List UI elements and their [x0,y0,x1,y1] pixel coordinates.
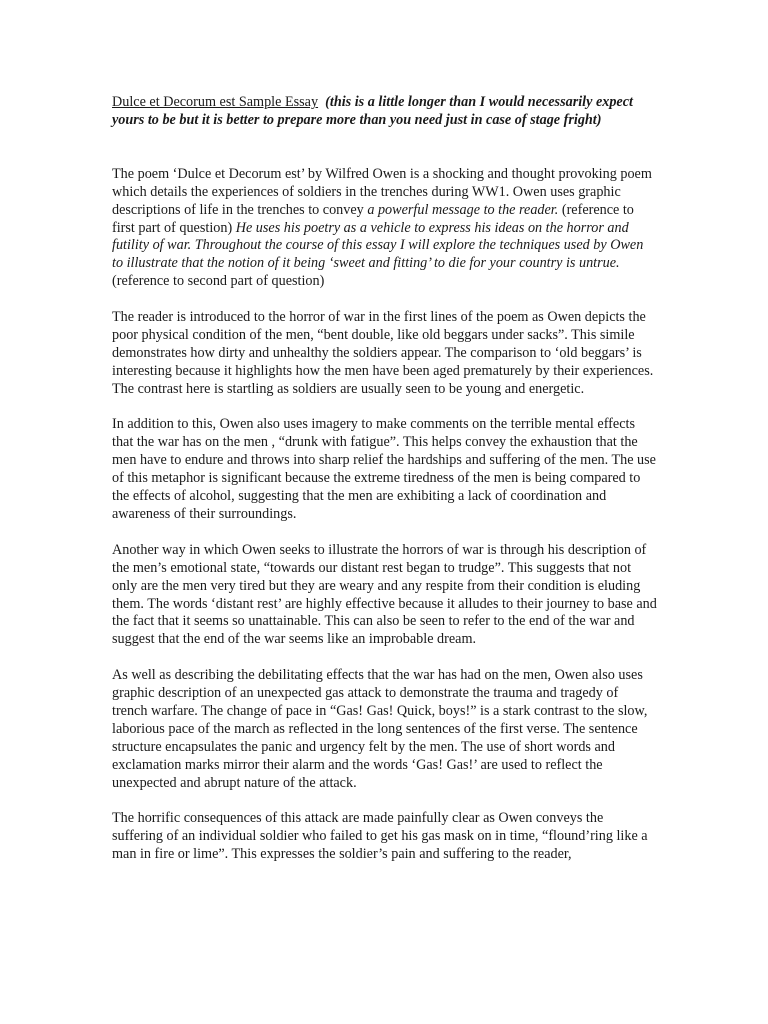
paragraph-1 [112,166,657,291]
paragraph-text: The horrific consequences of this attack are made painfully clear as Owen conveys the suffering of an individual soldier who failed to get his gas mask on in time, “flound’ring like a man in fire or lime”. This expresses the soldier’s pain and suffering to the reader, [112,810,648,863]
paragraph-italic-text: a powerful message to the reader. [367,201,559,218]
paragraph-italic-text: He uses his poetry as a vehicle to express his ideas on the horror and futility of war. Throughout the course of this essay I will explore the techniques used by Owen to illustrate that the notion of it being ‘sweet and fitting’ to die for your country is untrue. [112,219,644,272]
paragraph-5 [112,667,657,792]
essay-content [112,94,657,882]
paragraph-3 [112,416,657,523]
essay-heading [112,94,657,130]
paragraph-6 [112,810,657,864]
essay-title: Dulce et Decorum est Sample Essay [112,94,319,110]
paragraph-text: (reference to second part of question) [112,273,325,290]
paragraph-4 [112,542,657,649]
paragraph-text: (reference to first part of question) [112,201,634,236]
paragraph-text: In addition to this, Owen also uses imagery to make comments on the terrible mental effects that the war has on the men , “drunk with fatigue”. This helps convey the exhaustion that the men have to endure and throws into sharp relief the hardships and suffering of the men. The use of this metaphor is significant because the extreme tiredness of the men is being compared to the effects of alcohol, suggesting that the men are exhibiting a lack of coordination and awareness of their surroundings. [112,416,656,522]
paragraph-text: Another way in which Owen seeks to illustrate the horrors of war is through his description of the men’s emotional state, “towards our distant rest began to trudge”. This suggests that not only are the men very tired but they are weary and any respite from their condition is eluding them. The words ‘distant rest’ are highly effective because it alludes to their journey to base and the fact that it seems so unattainable. This can also be seen to refer to the end of the war and suggest that the end of the war seems like an improbable dream. [112,541,657,648]
essay-title-note: (this is a little longer than I would necessarily expect yours to be but it is better to prepare more than you need just in case of stage fright) [112,94,633,128]
paragraph-2 [112,309,657,399]
paragraph-text: The reader is introduced to the horror of war in the first lines of the poem as Owen depicts the poor physical condition of the men, “bent double, like old beggars under sacks”. This simile demonstrates how dirty and unhealthy the soldiers appear. The comparison to ‘old beggars’ is interesting because it highlights how the men have been aged prematurely by their experiences. The contrast here is startling as soldiers are usually seen to be young and energetic. [112,309,654,397]
paragraph-text: As well as describing the debilitating effects that the war has had on the men, Owen also uses graphic description of an unexpected gas attack to demonstrate the trauma and tragedy of trench warfare. The change of pace in “Gas! Gas! Quick, boys!” is a stark contrast to the slow, laborious pace of the march as reflected in the long sentences of the first verse. The sentence structure encapsulates the panic and urgency felt by the men. The use of short words and exclamation marks mirror their alarm and the words ‘Gas! Gas!’ are used to reflect the unexpected and abrupt nature of the attack. [112,667,648,791]
paragraph-text: The poem ‘Dulce et Decorum est’ by Wilfred Owen is a shocking and thought provoking poem which details the experiences of soldiers in the trenches during WW1. Owen uses graphic descriptions of life in the trenches to convey [112,165,652,218]
